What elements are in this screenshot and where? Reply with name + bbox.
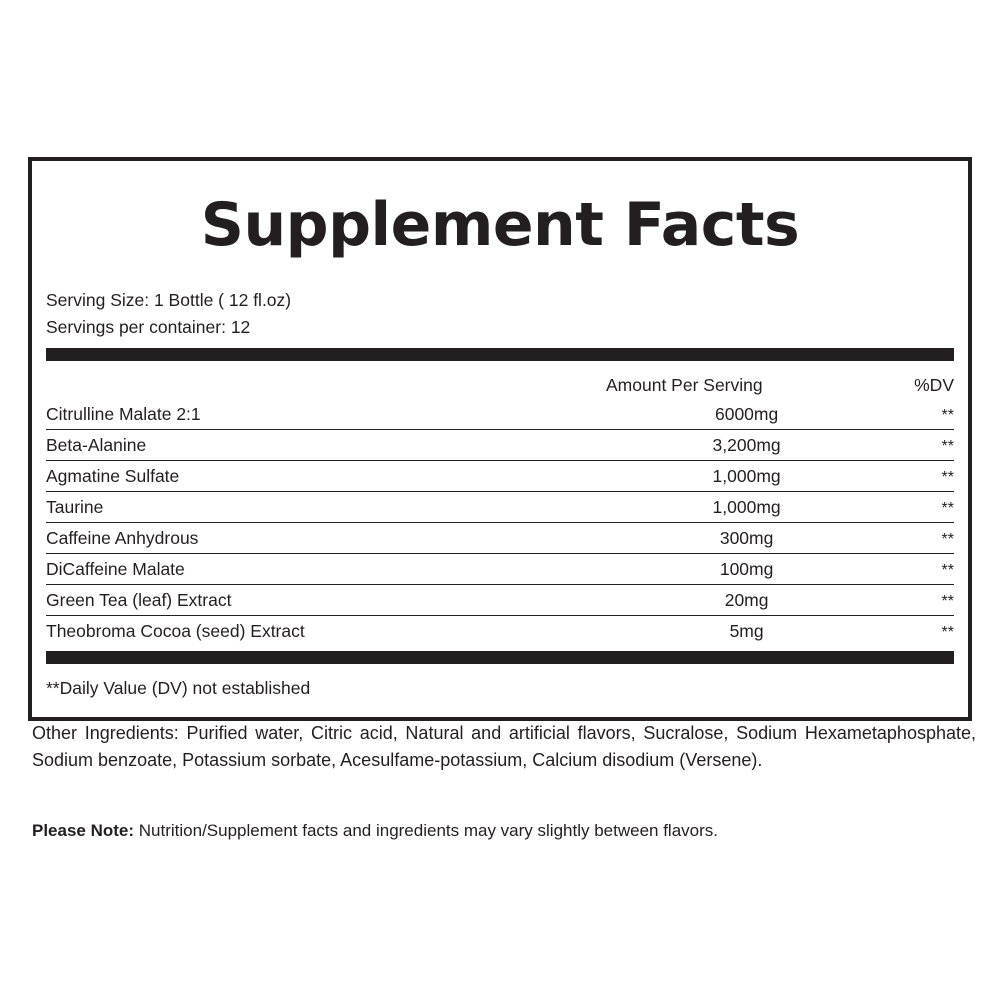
nutrient-amount: 20mg (598, 585, 894, 616)
nutrient-dv: ** (895, 523, 954, 554)
table-row (46, 399, 954, 430)
nutrient-dv: ** (895, 492, 954, 523)
nutrient-name: DiCaffeine Malate (46, 554, 598, 585)
please-note-label: Please Note: (32, 821, 135, 840)
nutrient-amount: 100mg (598, 554, 894, 585)
nutrient-dv: ** (895, 554, 954, 585)
table-row (46, 461, 954, 492)
nutrient-amount: 300mg (598, 523, 894, 554)
nutrient-dv: ** (941, 624, 954, 642)
nutrient-name: Caffeine Anhydrous (46, 523, 598, 554)
please-note-text (32, 818, 976, 844)
table-row (46, 492, 954, 523)
nutrient-amount: 1,000mg (598, 461, 894, 492)
page-title: Supplement Facts (200, 190, 800, 260)
nutrient-dv: ** (895, 430, 954, 461)
column-header-amount: Amount Per Serving (606, 375, 763, 396)
nutrient-amount: 5mg (729, 621, 764, 642)
nutrient-name: Green Tea (leaf) Extract (46, 585, 598, 616)
serving-information (46, 287, 954, 341)
nutrient-amount: 1,000mg (598, 492, 894, 523)
servings-per-container: Servings per container: 12 (46, 317, 251, 338)
nutrient-name: Taurine (46, 492, 598, 523)
nutrient-name: Citrulline Malate 2:1 (46, 399, 598, 430)
divider-top (46, 348, 954, 361)
table-row (46, 430, 954, 461)
table-row (46, 554, 954, 585)
other-ingredients-text: Other Ingredients: Purified water, Citric acid, Natural and artificial flavors, Sucralose, Sodium Hexametaphosphate, Sodium benzoate, Potassium sorbate, Acesulfame-potassium, Calcium disodium (Versene). (32, 723, 976, 771)
nutrient-name: Beta-Alanine (46, 430, 598, 461)
serving-size: Serving Size: 1 Bottle ( 12 fl.oz) (46, 290, 292, 310)
nutrient-dv: ** (895, 585, 954, 616)
table-row (46, 585, 954, 616)
divider-bottom (46, 651, 954, 664)
table-column-headers (46, 375, 954, 396)
nutrient-amount: 3,200mg (598, 430, 894, 461)
table-row (46, 616, 954, 647)
column-header-dv: %DV (914, 375, 954, 396)
nutrient-dv: ** (895, 461, 954, 492)
nutrient-amount: 6000mg (598, 399, 894, 430)
nutrient-name: Theobroma Cocoa (seed) Extract (46, 621, 305, 642)
nutrient-name: Agmatine Sulfate (46, 461, 598, 492)
table-row (46, 523, 954, 554)
supplement-facts-panel (28, 157, 972, 721)
please-note-body: Nutrition/Supplement facts and ingredients may vary slightly between flavors. (134, 821, 718, 840)
nutrient-table (46, 399, 954, 646)
daily-value-footnote: **Daily Value (DV) not established (46, 678, 311, 699)
nutrient-dv: ** (895, 399, 954, 430)
